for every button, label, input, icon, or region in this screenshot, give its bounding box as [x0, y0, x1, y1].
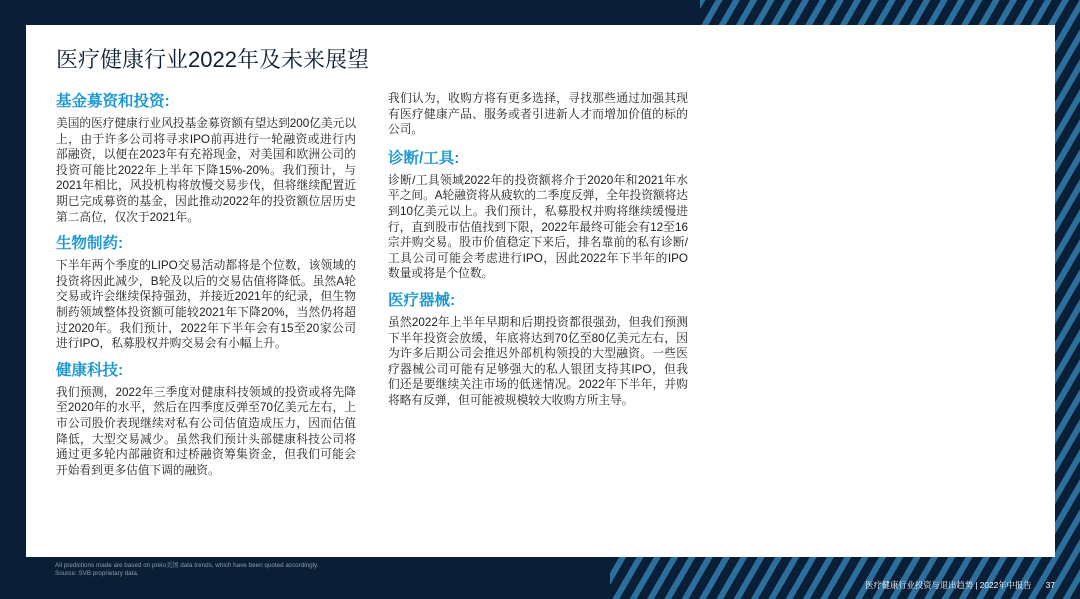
healthtech-heading: 健康科技:	[56, 361, 124, 379]
biopharma-body: 下半年两个季度的LIPO交易活动都将是个位数，该领域的投资将因此减少，B轮及以后的交易估值将降低。虽然A轮交易或许会继续保持强劲，并接近2021年的纪录，但生物制药领域整体投资额可能较2021年下降20%，当然仍将超过2020年。我们预计，2022年下半年会有15至20家公司进行IPO，私募股权并购交易会有小幅上升。	[56, 259, 356, 351]
middle-column	[388, 91, 688, 419]
footnote-source: Source: SVB proprietary data.	[55, 570, 139, 578]
diagnostics-body: 诊断/工具领域2022年的投资额将介于2020年和2021年水平之间。A轮融资将从疲软的二季度反弹，全年投资额将达到10亿美元以上。我们预计，私募股权并购将继续缓慢进行，直到股市估值找到下限，2022年最终可能会有12至16宗并购交易。股市价值稳定下来后，排名靠前的私有诊断/工具公司可能会考虑进行IPO，因此2022年下半年的IPO数量或将是个位数。	[388, 173, 688, 281]
background-panel-side	[0, 0, 26, 599]
funding-heading: 基金募资和投资:	[56, 93, 170, 110]
funding-body: 美国的医疗健康行业风投基金募资额有望达到200亿美元以上，由于许多公司将寻求IPO前再进行一轮融资或进行内部融资，以便在2023年有充裕现金，对美国和欧洲公司的投资可能比2022年上半年下降15%-20%。我们预计，与2021年相比，风投机构将放慢交易步伐，但将继续配置近期已完成募资的基金，因此推动2022年的投资额位居历史第二高位，仅次于2021年。	[56, 117, 357, 224]
left-column	[56, 93, 356, 488]
report-footer	[865, 579, 1055, 591]
intro-body: 我们认为，收购方将有更多选择，寻找那些通过加强其现有医疗健康产品、服务或者引进新人才而增加价值的标的公司。	[388, 92, 688, 137]
devices-body: 虽然2022年上半年早期和后期投资都很强劲，但我们预测下半年投资会放缓，年底将达到70亿至80亿美元左右，因为许多后期公司会推迟外部机构领投的大型融资。一些医疗器械公司可能有足够强大的私人银团支持其IPO，但我们还是要继续关注市场的低迷情况。2022年下半年，并购将略有反弹，但可能被规模较大收购方所主导。	[388, 315, 688, 407]
devices-heading: 医疗器械:	[388, 291, 456, 309]
footnote-note: All predictions made are based on prelo美国 data trends, which have been quoted accordingly.	[55, 562, 319, 569]
footnote	[55, 562, 355, 578]
diagnostics-heading: 诊断/工具:	[388, 149, 460, 167]
page-number: 37	[1045, 580, 1055, 590]
background-panel-left	[0, 0, 700, 25]
content-card	[26, 25, 1055, 557]
report-name: 医疗健康行业投资与退出趋势 | 2022年中报告	[865, 580, 1032, 590]
page-title: 医疗健康行业2022年及未来展望	[56, 47, 369, 72]
biopharma-heading: 生物制药:	[56, 235, 124, 253]
healthtech-body: 我们预测，2022年三季度对健康科技领域的投资或将先降至2020年的水平，然后在四季度反弹至70亿美元左右，上市公司股价表现继续对私有公司估值造成压力，因而估值降低，大型交易减少。虽然我们预计头部健康科技公司将通过更多轮内部融资和过桥融资筹集资金，但我们可能会开始看到更多估值下调的融资。	[56, 385, 356, 477]
